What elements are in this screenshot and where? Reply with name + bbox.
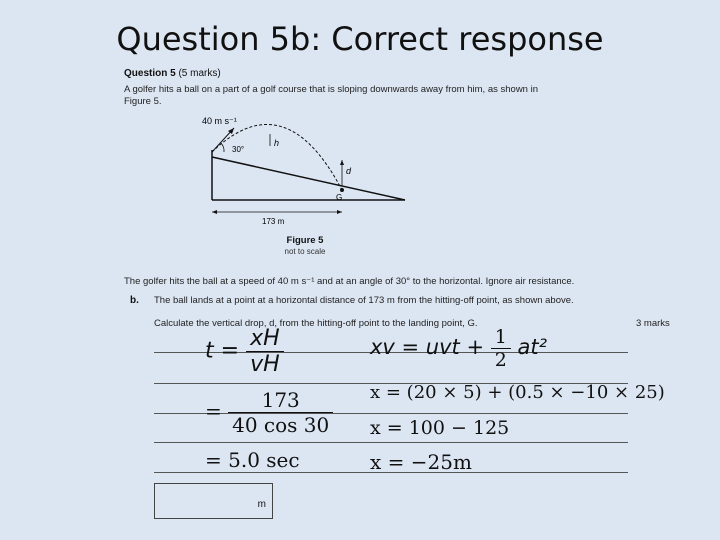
speed-label: 40 m s⁻¹ <box>202 116 237 126</box>
figure-5-diagram <box>190 112 420 232</box>
denominator: vH <box>250 352 280 377</box>
answer-line <box>154 442 628 443</box>
height-label: h <box>274 138 280 148</box>
answer-unit: m <box>257 499 266 510</box>
slope-line <box>212 157 405 200</box>
numerator: 173 <box>228 388 333 413</box>
working-line-r3: x = 100 − 125 <box>370 417 510 439</box>
part-text: The ball lands at a point at a horizontal distance of 173 m from the hitting-off point, as shown above. <box>154 295 574 306</box>
working-line-r2: x = (20 × 5) + (0.5 × −10 × 25) <box>370 382 665 403</box>
fraction <box>228 388 333 437</box>
working-line-r1 <box>370 326 547 371</box>
figure-note: not to scale <box>284 247 326 256</box>
fraction <box>491 326 511 371</box>
drop-label: d <box>346 166 352 176</box>
question-number: Question 5 <box>124 68 176 79</box>
numerator: xH <box>246 326 284 352</box>
working-line-3: = 5.0 sec <box>205 448 300 472</box>
calculation-instruction: Calculate the vertical drop, d, from the hitting-off point to the landing point, G. <box>154 318 478 329</box>
question-statement: The golfer hits the ball at a speed of 40 m s⁻¹ and at an angle of 30° to the horizontal. Ignore air resistance. <box>124 276 575 287</box>
trajectory-path <box>212 124 342 190</box>
angle-label: 30° <box>232 145 245 154</box>
question-marks: (5 marks) <box>178 68 221 79</box>
denominator: 2 <box>494 349 507 371</box>
angle-arc <box>221 143 224 152</box>
working-line-2 <box>205 388 333 437</box>
part-label: b. <box>130 295 139 306</box>
question-heading <box>124 68 221 79</box>
numerator: 1 <box>491 326 511 349</box>
distance-label: 173 m <box>262 217 285 226</box>
fraction <box>246 326 284 377</box>
answer-box[interactable] <box>154 483 273 519</box>
denominator: 40 cos 30 <box>232 413 330 437</box>
equals-sign: = <box>205 399 222 423</box>
working-line-r4: x = −25m <box>370 450 472 474</box>
landing-point <box>340 188 344 192</box>
time-equation-lhs: t = <box>205 338 240 364</box>
working-line-1 <box>205 326 284 377</box>
part-marks: 3 marks <box>636 318 670 329</box>
slide-title: Question 5b: Correct response <box>116 20 604 58</box>
acceleration-term: at² <box>517 335 548 359</box>
displacement-equation-lhs: xv = uvt + <box>370 335 485 359</box>
point-label: G <box>336 193 343 202</box>
figure-caption: Figure 5 <box>286 235 324 246</box>
question-intro: A golfer hits a ball on a part of a golf course that is sloping downwards away from him, as shown in Figure 5. <box>124 84 538 107</box>
